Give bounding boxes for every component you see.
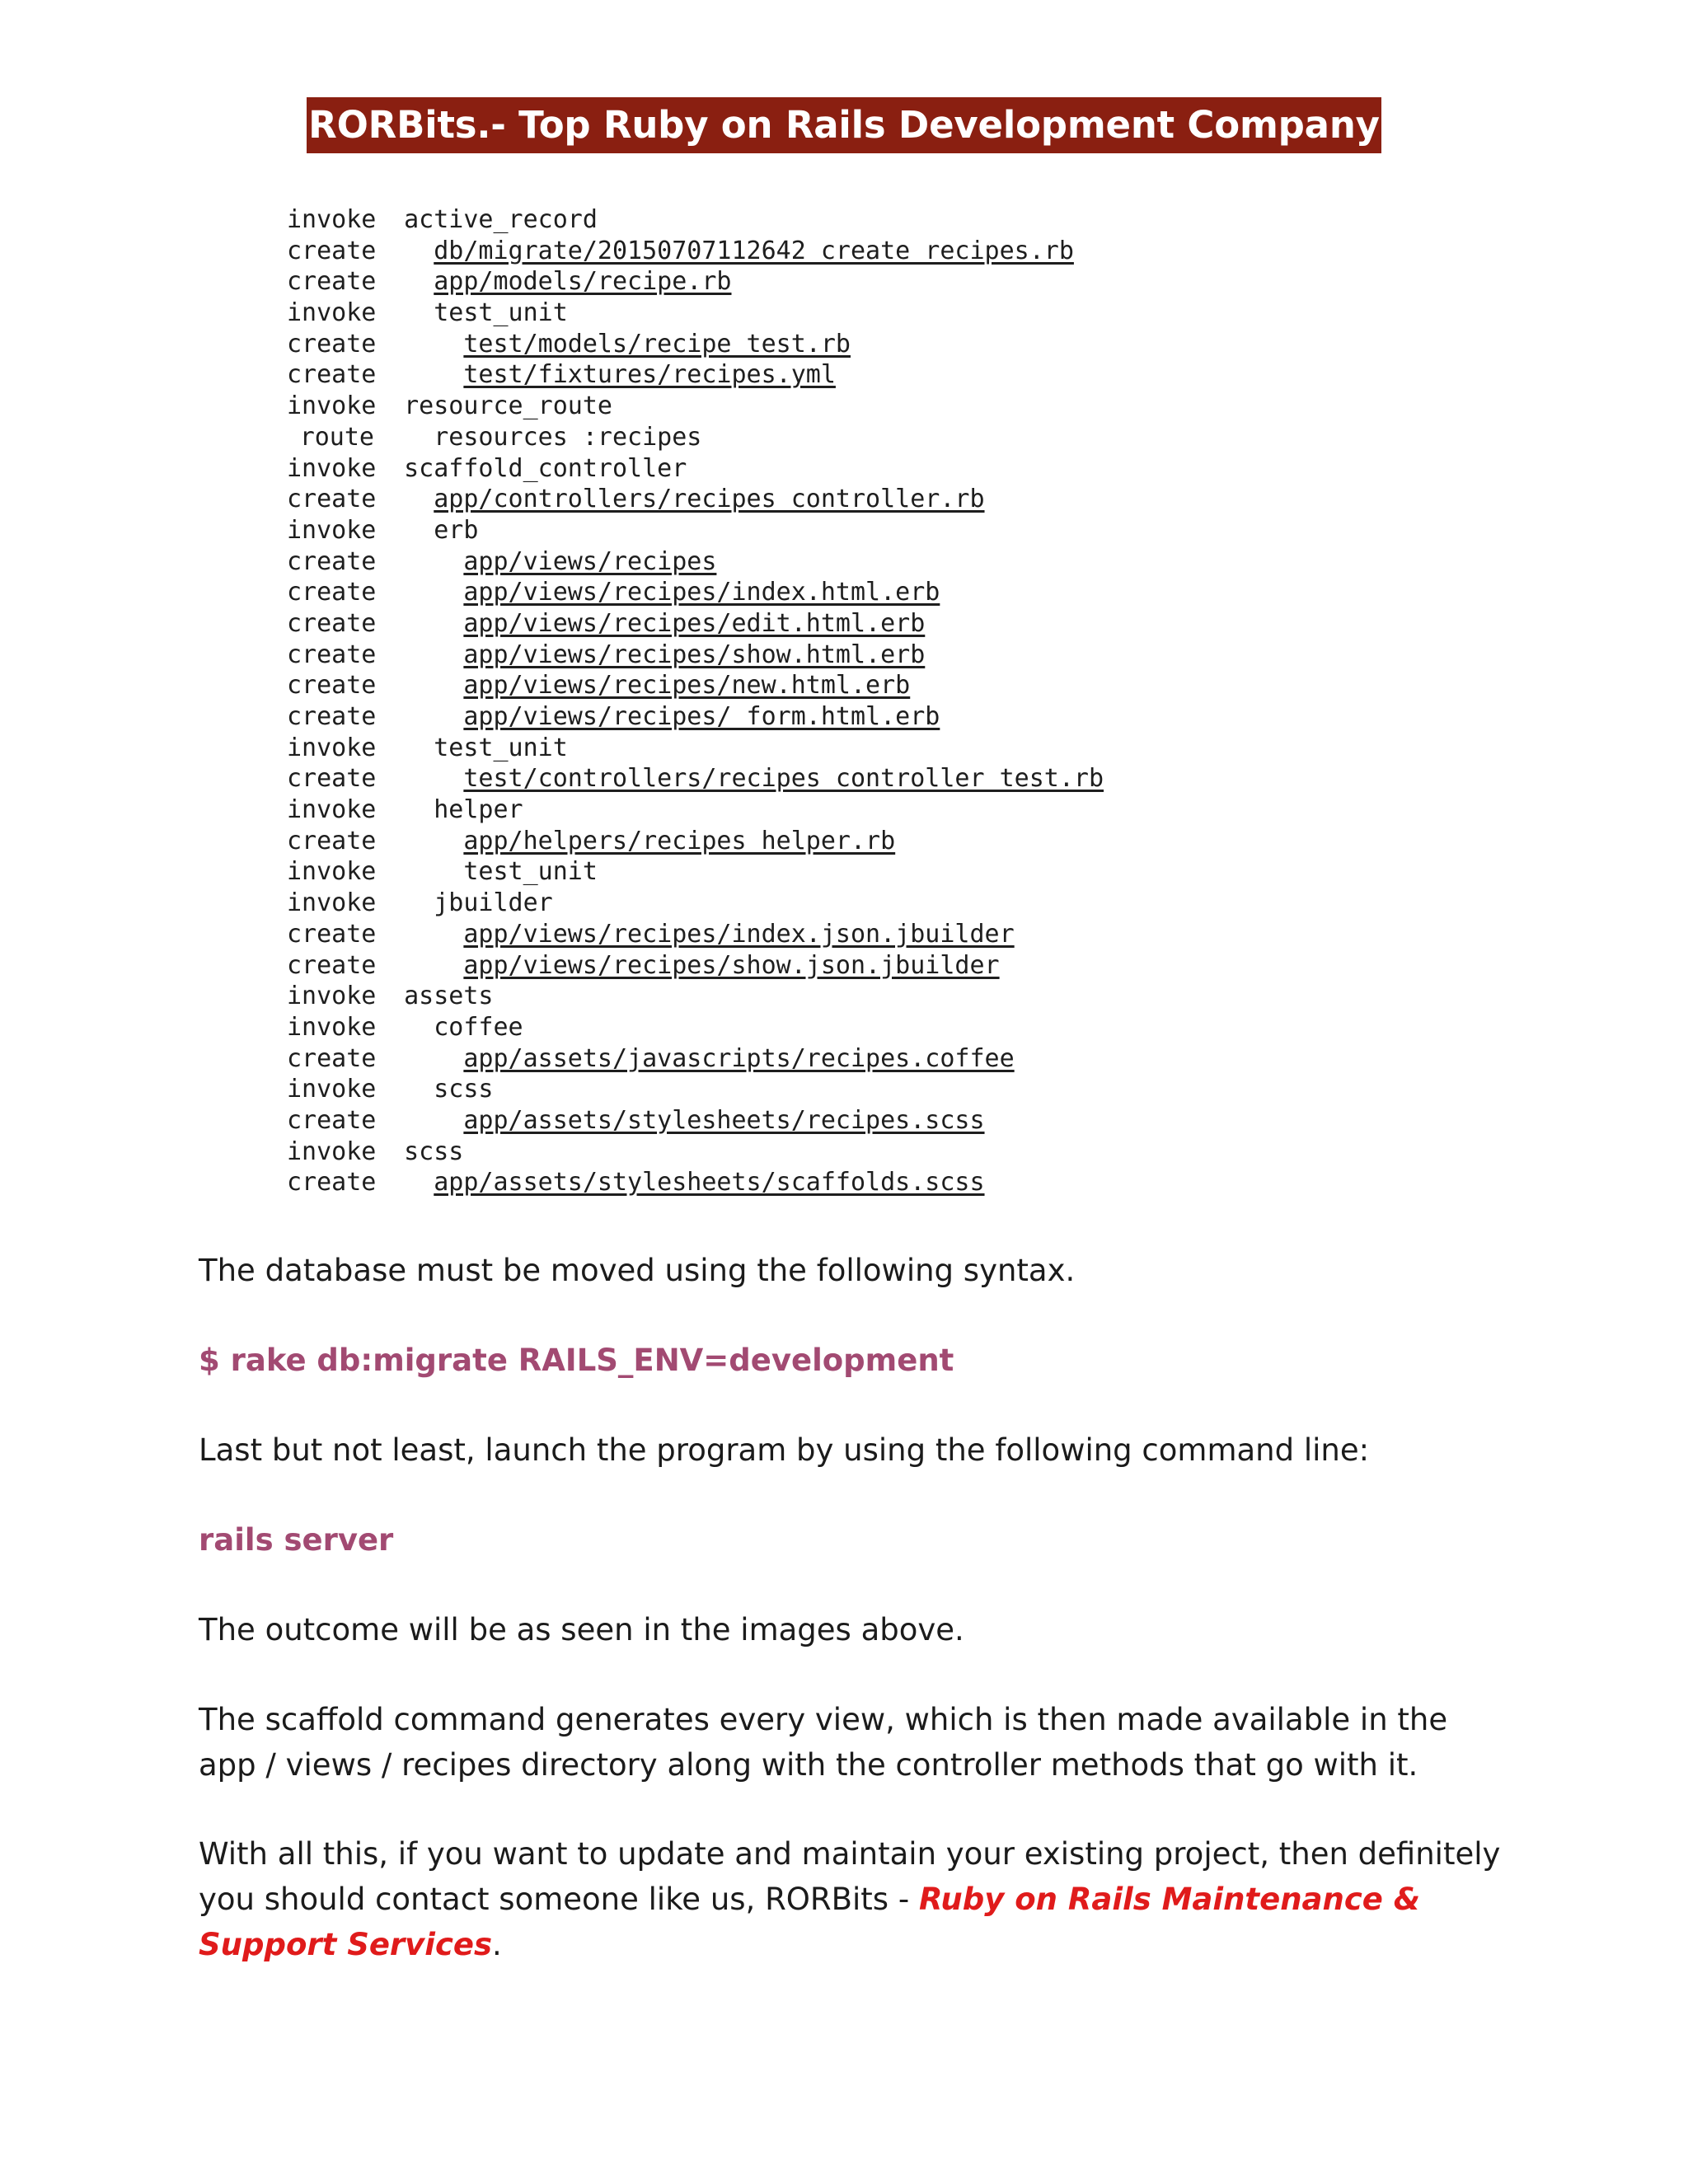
header [0, 97, 1688, 153]
terminal-line [287, 950, 1104, 982]
terminal-file-link[interactable]: test/fixtures/recipes.yml [463, 360, 836, 390]
terminal-file-link[interactable]: app/views/recipes/new.html.erb [463, 671, 911, 701]
terminal-indent [374, 951, 463, 980]
terminal-line [287, 204, 1104, 236]
terminal-verb: invoke [287, 733, 377, 762]
terminal-arg: assets [404, 982, 494, 1011]
terminal-line [287, 919, 1104, 950]
terminal-verb: route [299, 422, 374, 452]
terminal-line [287, 484, 1104, 515]
terminal-verb: invoke [287, 795, 377, 825]
terminal-indent [374, 205, 404, 234]
terminal-line [287, 515, 1104, 546]
terminal-indent [374, 702, 463, 731]
terminal-verb: invoke [287, 298, 377, 328]
terminal-arg: test_unit [434, 733, 568, 762]
terminal-arg: resource_route [404, 391, 612, 421]
terminal-indent [374, 1013, 434, 1042]
terminal-indent [374, 485, 434, 513]
terminal-arg: test_unit [434, 298, 568, 328]
terminal-line [287, 1074, 1104, 1105]
terminal-indent [374, 827, 463, 855]
terminal-line [287, 856, 1104, 888]
terminal-arg: test_unit [463, 857, 598, 887]
terminal-line [287, 640, 1104, 671]
command-migrate: $ rake db:migrate RAILS_ENV=development [199, 1343, 954, 1378]
terminal-file-link[interactable]: app/models/recipe.rb [434, 267, 732, 297]
terminal-line [287, 701, 1104, 733]
terminal-verb: invoke [287, 1137, 377, 1166]
terminal-file-link[interactable]: app/views/recipes/edit.html.erb [463, 608, 926, 638]
terminal-verb: invoke [287, 205, 377, 234]
terminal-file-link[interactable]: app/assets/stylesheets/recipes.scss [463, 1105, 985, 1135]
terminal-verb: create [287, 1168, 377, 1197]
terminal-indent [374, 609, 463, 638]
terminal-line [287, 1137, 1104, 1168]
terminal-verb: create [287, 608, 377, 638]
terminal-verb: create [287, 236, 377, 265]
paragraph-outcome: The outcome will be as seen in the images above. [199, 1612, 964, 1647]
terminal-indent [374, 360, 463, 389]
terminal-indent [374, 795, 434, 824]
terminal-line [287, 1105, 1104, 1137]
terminal-line [287, 359, 1104, 391]
terminal-verb: create [287, 1105, 377, 1135]
terminal-file-link[interactable]: test/models/recipe_test.rb [463, 329, 851, 359]
terminal-line [287, 1043, 1104, 1075]
terminal-verb: create [287, 640, 377, 669]
terminal-verb: invoke [287, 857, 377, 887]
terminal-verb: create [287, 546, 377, 576]
terminal-line [287, 670, 1104, 701]
terminal-indent [374, 330, 463, 359]
services-link[interactable]: Ruby on Rails Maintenance & Support Services [199, 1882, 1421, 1962]
terminal-verb: invoke [287, 982, 377, 1011]
terminal-file-link[interactable]: app/views/recipes/index.html.erb [463, 578, 940, 607]
terminal-arg: scss [404, 1137, 464, 1166]
terminal-line [287, 298, 1104, 329]
terminal-indent [374, 423, 434, 452]
terminal-line [287, 546, 1104, 578]
terminal-indent [374, 516, 434, 545]
terminal-verb: create [287, 671, 377, 701]
command-rails-server: rails server [199, 1522, 394, 1558]
terminal-indent [374, 298, 434, 327]
terminal-line [287, 1167, 1104, 1198]
terminal-line [287, 888, 1104, 919]
terminal-arg: helper [434, 795, 523, 825]
terminal-line [287, 236, 1104, 267]
terminal-indent [374, 640, 463, 669]
terminal-line [287, 1012, 1104, 1043]
terminal-indent [374, 237, 434, 265]
terminal-line [287, 453, 1104, 485]
terminal-verb: invoke [287, 888, 377, 918]
terminal-line [287, 577, 1104, 608]
terminal-line [287, 391, 1104, 422]
terminal-line [287, 733, 1104, 764]
terminal-verb: create [287, 826, 377, 855]
terminal-indent [374, 764, 463, 793]
terminal-arg: jbuilder [434, 888, 553, 918]
paragraph-migrate-intro: The database must be moved using the following syntax. [199, 1253, 1076, 1288]
terminal-indent [374, 391, 404, 420]
terminal-file-link[interactable]: app/assets/javascripts/recipes.coffee [463, 1043, 1015, 1073]
terminal-verb: create [287, 919, 377, 949]
paragraph-launch-intro: Last but not least, launch the program by using the following command line: [199, 1432, 1370, 1468]
terminal-indent [374, 1044, 463, 1073]
terminal-line [287, 794, 1104, 826]
page-title: RORBits.- Top Ruby on Rails Development Company [307, 97, 1381, 153]
contact-suffix: . [492, 1927, 502, 1962]
terminal-file-link[interactable]: app/assets/stylesheets/scaffolds.scss [434, 1168, 985, 1197]
terminal-arg: resources :recipes [434, 422, 702, 452]
terminal-verb: invoke [287, 1012, 377, 1042]
terminal-line [287, 763, 1104, 794]
terminal-indent [374, 1075, 434, 1104]
terminal-line [287, 329, 1104, 360]
terminal-indent [374, 1106, 463, 1135]
terminal-verb: invoke [287, 1075, 377, 1104]
terminal-line [287, 981, 1104, 1012]
terminal-file-link[interactable]: app/helpers/recipes_helper.rb [463, 826, 896, 855]
terminal-verb: create [287, 267, 377, 297]
terminal-verb: invoke [287, 391, 377, 421]
terminal-file-link[interactable]: test/controllers/recipes_controller_test.rb [463, 764, 1104, 794]
terminal-file-link[interactable]: db/migrate/20150707112642_create_recipes.rb [434, 236, 1074, 265]
terminal-file-link[interactable]: app/views/recipes/show.html.erb [463, 640, 926, 669]
terminal-verb: create [287, 1043, 377, 1073]
terminal-verb: invoke [287, 515, 377, 545]
terminal-indent [374, 1168, 434, 1197]
terminal-indent [374, 547, 463, 576]
terminal-arg: active_record [404, 205, 598, 234]
terminal-file-link[interactable]: app/controllers/recipes_controller.rb [434, 485, 985, 514]
terminal-line [287, 826, 1104, 857]
terminal-indent [374, 578, 463, 607]
terminal-indent [374, 454, 404, 483]
terminal-verb: create [287, 764, 377, 794]
terminal-arg: scaffold_controller [404, 453, 687, 483]
paragraph-scaffold: The scaffold command generates every view, which is then made available in the app / views / recipes directory along with the controller methods that go with it. [199, 1702, 1448, 1783]
terminal-indent [374, 920, 463, 949]
terminal-file-link[interactable]: app/views/recipes/show.json.jbuilder [463, 950, 1000, 980]
terminal-verb: create [287, 578, 377, 607]
terminal-indent [374, 857, 463, 886]
contact-text: With all this, if you want to update and maintain your existing project, then definitely you should contact someone like us, RORBits - [199, 1836, 1501, 1917]
terminal-indent [374, 671, 463, 700]
terminal-verb: create [287, 329, 377, 359]
terminal-line [287, 608, 1104, 640]
terminal-file-link[interactable]: app/views/recipes/index.json.jbuilder [463, 919, 1015, 949]
terminal-arg: coffee [434, 1012, 523, 1042]
terminal-file-link[interactable]: app/views/recipes/_form.html.erb [463, 702, 940, 731]
terminal-arg: erb [434, 515, 479, 545]
terminal-indent [374, 267, 434, 296]
terminal-line [287, 266, 1104, 298]
terminal-indent [374, 1137, 404, 1166]
terminal-verb: create [287, 950, 377, 980]
terminal-verb: create [287, 702, 377, 731]
paragraph-contact [199, 1831, 1517, 1967]
terminal-file-link[interactable]: app/views/recipes [463, 546, 717, 576]
terminal-indent [374, 982, 404, 1010]
terminal-indent [374, 888, 434, 917]
terminal-verb: create [287, 485, 377, 514]
terminal-verb: create [287, 360, 377, 390]
terminal-output [287, 204, 1104, 1198]
terminal-line [287, 422, 1104, 453]
terminal-arg: scss [434, 1075, 494, 1104]
terminal-indent [374, 733, 434, 762]
terminal-verb: invoke [287, 453, 377, 483]
